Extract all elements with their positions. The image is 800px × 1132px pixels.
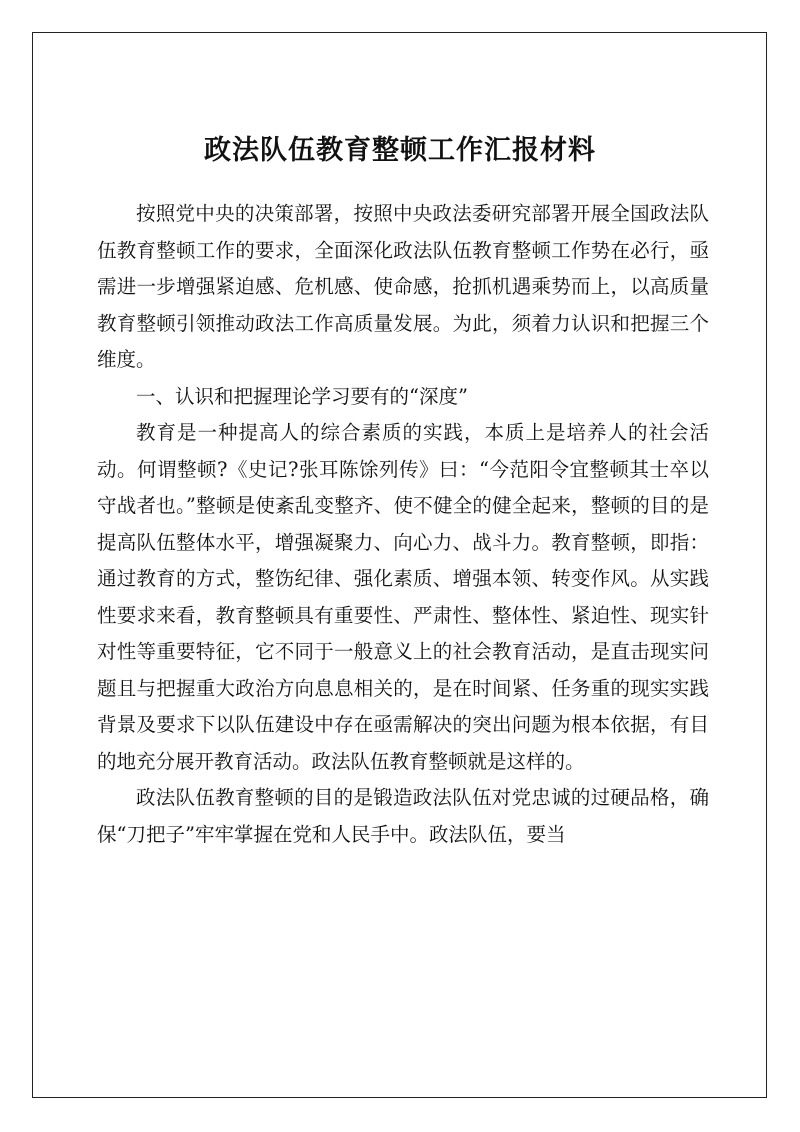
document-title: 政法队伍教育整顿工作汇报材料 — [204, 135, 596, 166]
paragraph-intro: 按照党中央的决策部署，按照中央政法委研究部署开展全国政法队伍教育整顿工作的要求，全面深化政法队伍教育整顿工作势在必行，亟需进一步增强紧迫感、危机感、使命感，抢抓机遇乘势而上，以高质量教育整顿引领推动政法工作高质量发展。为此，须着力认识和把握三个维度。 — [97, 202, 709, 371]
document-body — [97, 196, 709, 853]
paragraph-purpose: 政法队伍教育整顿的目的是锻造政法队伍对党忠诚的过硬品格，确保“刀把子”牢牢掌握在党和人民手中。政法队伍，要当 — [97, 786, 709, 846]
section-heading-1: 一、认识和把握理论学习要有的“深度” — [136, 384, 468, 408]
paragraph-education: 教育是一种提高人的综合素质的实践，本质上是培养人的社会活动。何谓整顿?《史记?张耳陈馀列传》曰：“今范阳令宜整顿其士卒以守战者也。”整顿是使紊乱变整齐、使不健全的健全起来，整顿的目的是提高队伍整体水平，增强凝聚力、向心力、战斗力。教育整顿，即指：通过教育的方式，整饬纪律、强化素质、增强本领、转变作风。从实践性要求来看，教育整顿具有重要性、严肃性、整体性、紧迫性、现实针对性等重要特征，它不同于一般意义上的社会教育活动，是直击现实问题且与把握重大政治方向息息相关的，是在时间紧、任务重的现实实践背景及要求下以队伍建设中存在亟需解决的突出问题为根本依据，有目的地充分展开教育活动。政法队伍教育整顿就是这样的。 — [97, 421, 709, 773]
